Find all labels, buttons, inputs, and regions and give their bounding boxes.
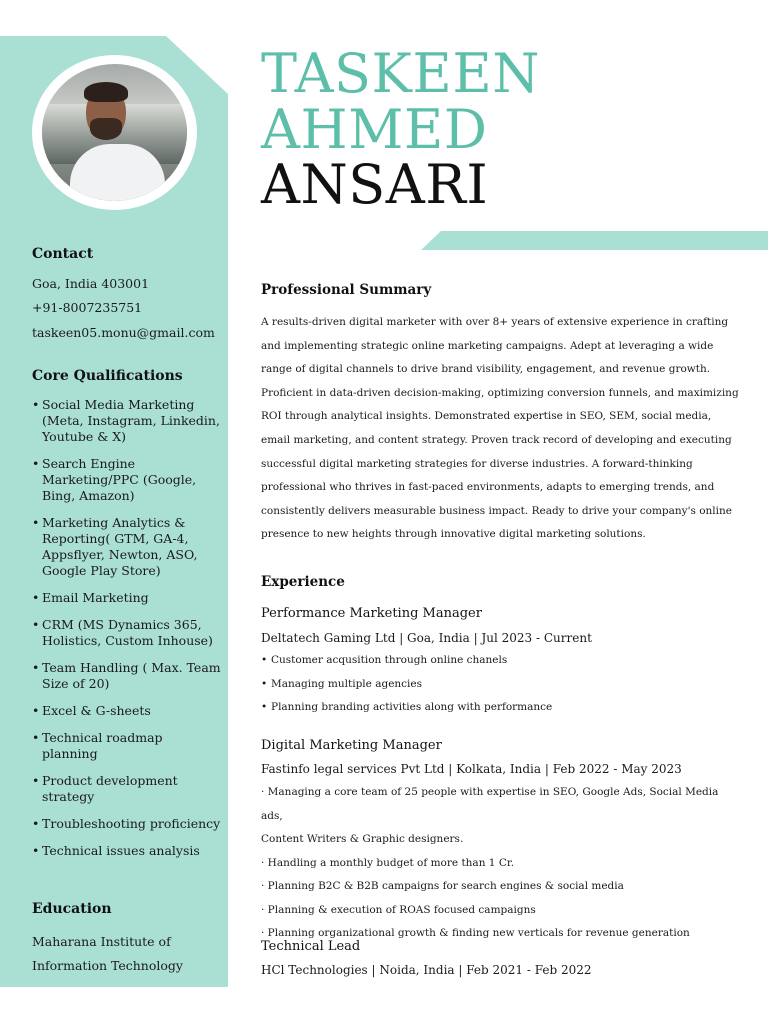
list-item: • Excel & G-sheets — [32, 703, 222, 719]
list-item: • Social Media Marketing (Meta, Instagram, Linkedin, Youtube & X) — [32, 397, 222, 445]
list-item: • CRM (MS Dynamics 365, Holistics, Custom Inhouse) — [32, 617, 222, 649]
education-school-line2: Information Technology — [32, 958, 183, 973]
list-item: • Customer acqusition through online chanels — [261, 654, 508, 666]
profile-photo — [42, 64, 187, 201]
list-item: • Search Engine Marketing/PPC (Google, Bing, Amazon) — [32, 456, 222, 504]
name-middle: AHMED — [261, 98, 488, 161]
list-item: · Planning B2C & B2B campaigns for search engines & social media — [261, 880, 624, 892]
list-item: · Handling a monthly budget of more than 1 Cr. — [261, 856, 515, 869]
list-item: · Planning organizational growth & finding new verticals for revenue generation — [261, 927, 690, 939]
education-school-line1: Maharana Institute of — [32, 934, 171, 949]
job-meta: HCl Technologies | Noida, India | Feb 2021 - Feb 2022 — [261, 963, 592, 977]
accent-bar — [421, 231, 768, 250]
list-item: • Email Marketing — [32, 590, 222, 606]
qualifications-list — [32, 397, 222, 870]
list-item: • Technical roadmap planning — [32, 730, 222, 762]
list-item: • Marketing Analytics & Reporting( GTM, GA-4, Appsflyer, Newton, ASO, Google Play Store) — [32, 515, 222, 579]
job-meta: Fastinfo legal services Pvt Ltd | Kolkata, India | Feb 2022 - May 2023 — [261, 762, 682, 776]
list-item: · Planning & execution of ROAS focused campaigns — [261, 903, 536, 916]
qualifications-heading: Core Qualifications — [32, 368, 183, 384]
contact-phone[interactable]: +91-8007235751 — [32, 300, 143, 315]
list-item: Content Writers & Graphic designers. — [261, 833, 464, 845]
list-item: · Managing a core team of 25 people with expertise in SEO, Google Ads, Social Media ads, — [261, 786, 719, 822]
summary-text: A results-driven digital marketer with over 8+ years of extensive experience in crafting and implementing strategic online marketing campaigns. Adept at leveraging a wide range of digital channels to drive brand visibility, engagement, and revenue growth. Proficient in data-driven decision-making, optimizing conversion funnels, and maximizing ROI through analytical insights. Demonstrated expertise in SEO, SEM, social media, email marketing, and content strategy. Proven track record of developing and executing successful digital marketing strategies for diverse industries. A forward-thinking professional who thrives in fast-paced environments, adapts to emerging trends, and consistently delivers measurable business impact. Ready to drive your company's online presence to new heights through innovative digital marketing solutions. — [261, 316, 739, 541]
experience-heading: Experience — [261, 574, 345, 590]
list-item: • Planning branding activities along with performance — [261, 701, 553, 713]
name-last: ANSARI — [261, 153, 489, 216]
job-title: Technical Lead — [261, 939, 361, 954]
contact-address: Goa, India 403001 — [32, 276, 150, 291]
summary-heading: Professional Summary — [261, 282, 432, 298]
list-item: • Technical issues analysis — [32, 843, 222, 859]
job-title: Digital Marketing Manager — [261, 738, 442, 753]
name-first: TASKEEN — [261, 42, 540, 105]
list-item: • Team Handling ( Max. Team Size of 20) — [32, 660, 222, 692]
list-item: • Troubleshooting proficiency — [32, 816, 222, 832]
education-heading: Education — [32, 901, 112, 917]
job-bullets — [261, 781, 741, 946]
list-item: • Managing multiple agencies — [261, 677, 423, 690]
contact-heading: Contact — [32, 246, 94, 262]
list-item: • Product development strategy — [32, 773, 222, 805]
job-bullets — [261, 649, 741, 720]
contact-email[interactable]: taskeen05.monu@gmail.com — [32, 325, 215, 340]
job-title: Performance Marketing Manager — [261, 606, 482, 621]
job-meta: Deltatech Gaming Ltd | Goa, India | Jul 2023 - Current — [261, 631, 592, 645]
